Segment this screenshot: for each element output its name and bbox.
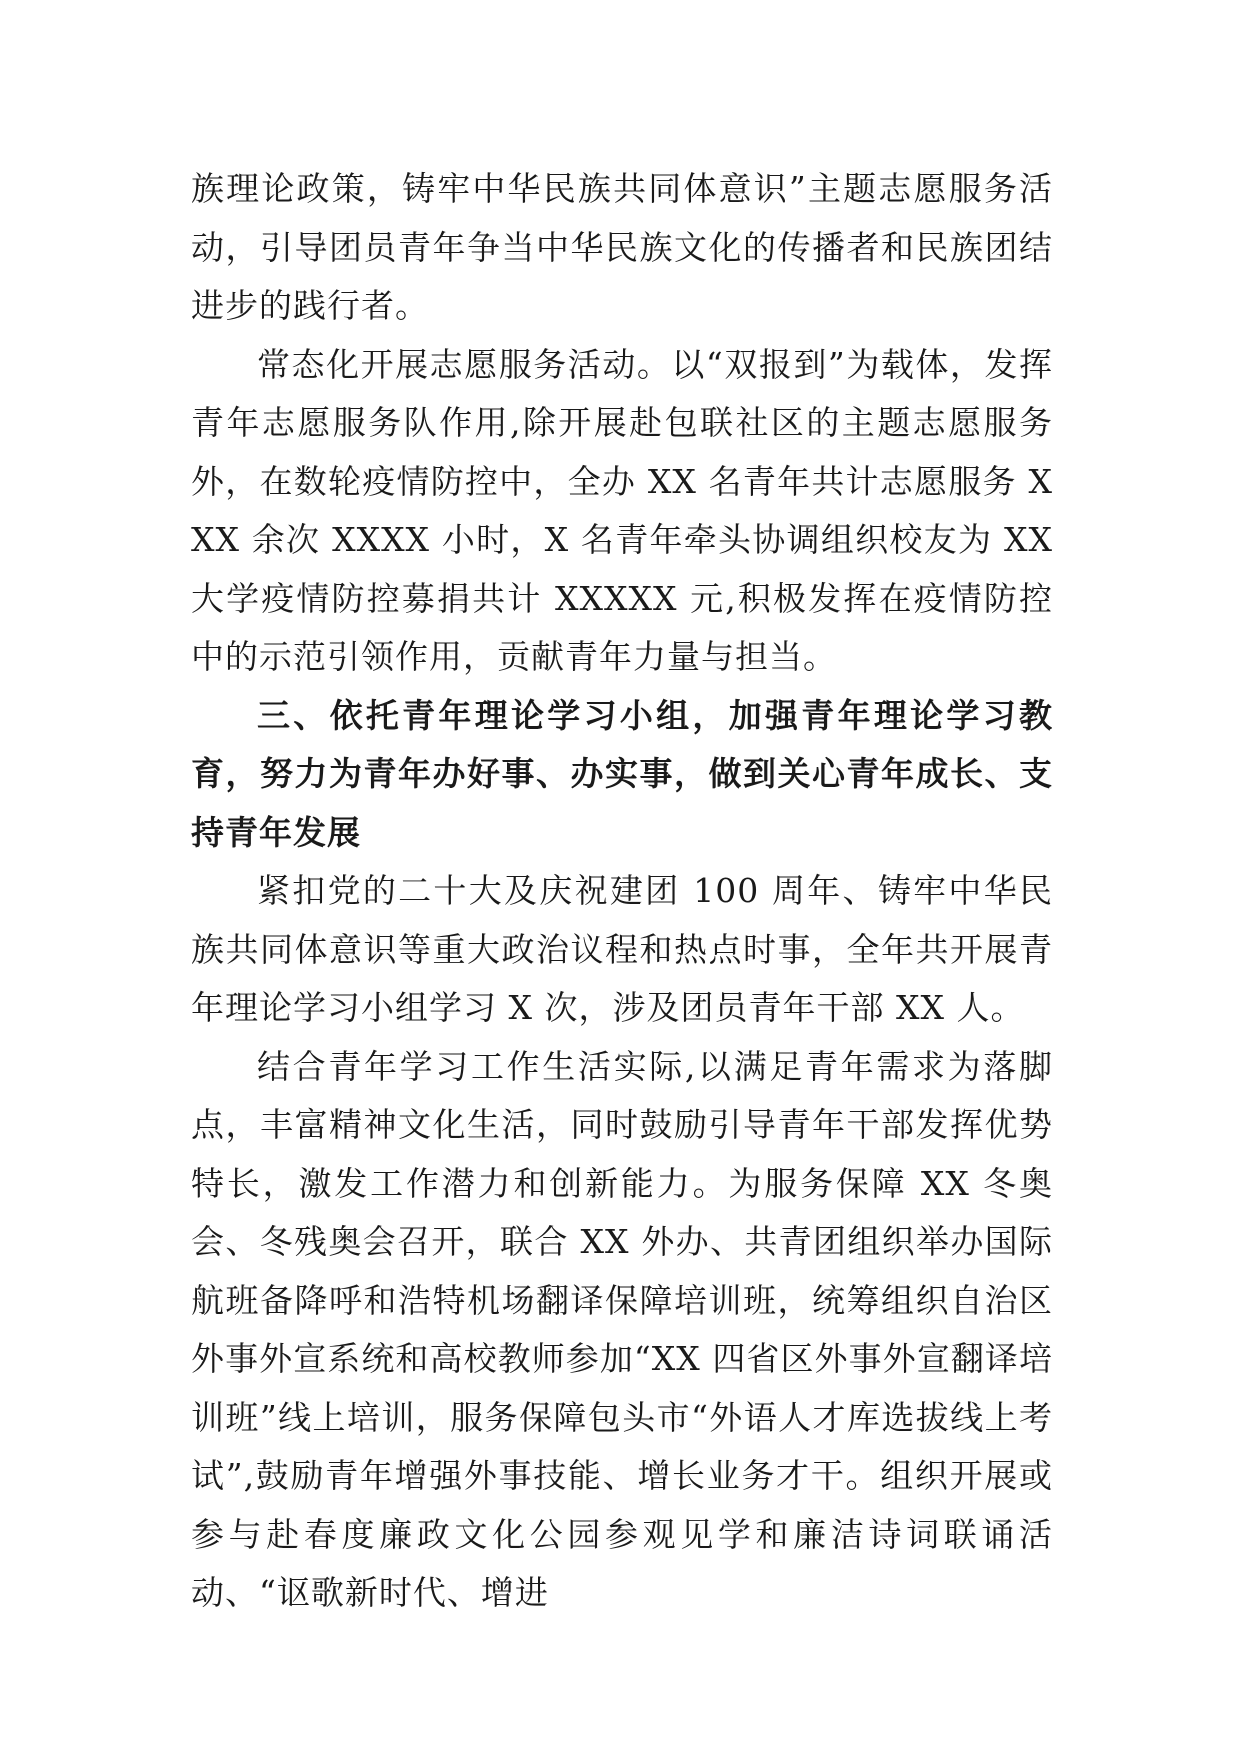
paragraph-youth-development: 结合青年学习工作生活实际,以满足青年需求为落脚点，丰富精神文化生活，同时鼓励引导青年干部发挥优势特长，激发工作潜力和创新能力。为服务保障 XX 冬奥会、冬残奥会召开，联合 XX 外办、共青团组织举办国际航班备降呼和浩特机场翻译保障培训班，统筹组织自治区外事外宣系统和高校教师参加“XX 四省区外事外宣翻译培训班”线上培训，服务保障包头市“外语人才库选拔线上考试”,鼓励青年增强外事技能、增长业务才干。组织开展或参与赴春度廉政文化公园参观见学和廉洁诗词联诵活动、“讴歌新时代、增进 [191, 1046, 1053, 1612]
paragraph-theory-study: 紧扣党的二十大及庆祝建团 100 周年、铸牢中华民族共同体意识等重大政治议程和热点时事，全年共开展青年理论学习小组学习 X 次，涉及团员青年干部 XX 人。 [191, 871, 1053, 1027]
paragraph-continuation: 族理论政策，铸牢中华民族共同体意识”主题志愿服务活动，引导团员青年争当中华民族文化的传播者和民族团结进步的践行者。 [191, 169, 1053, 325]
section-heading-three: 三、依托青年理论学习小组，加强青年理论学习教育，努力为青年办好事、办实事，做到关心青年成长、支持青年发展 [191, 695, 1053, 852]
document-body [191, 160, 1053, 1623]
paragraph-volunteer-service: 常态化开展志愿服务活动。以“双报到”为载体，发挥青年志愿服务队作用,除开展赴包联社区的主题志愿服务外，在数轮疫情防控中，全办 XX 名青年共计志愿服务 XXX 余次 XXXX 小时，X 名青年牵头协调组织校友为 XX 大学疫情防控募捐共计 XXXXX 元,积极发挥在疫情防控中的示范引领作用，贡献青年力量与担当。 [191, 344, 1053, 676]
